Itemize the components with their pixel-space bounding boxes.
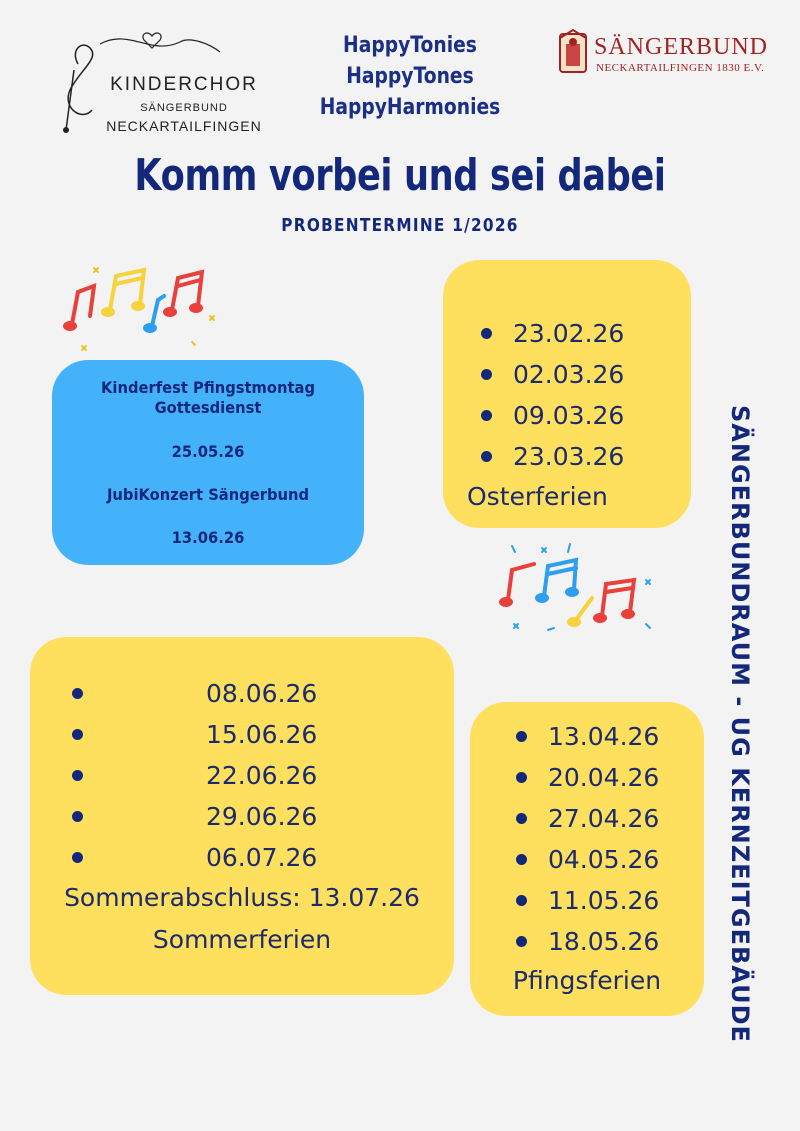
bullet-icon bbox=[481, 451, 492, 462]
dates-box-1 bbox=[443, 260, 691, 528]
kinderchor-title: KINDERCHOR bbox=[110, 74, 258, 95]
bullet-icon bbox=[72, 688, 83, 699]
holiday-label: Sommerferien bbox=[152, 925, 332, 954]
list-item bbox=[516, 757, 706, 798]
group-name: HappyHarmonies bbox=[319, 95, 501, 120]
date-text: 15.06.26 bbox=[206, 720, 318, 749]
date-text: 20.04.26 bbox=[548, 763, 660, 792]
date-text: 23.02.26 bbox=[513, 319, 625, 348]
list-item bbox=[72, 673, 442, 714]
event-date: 25.05.26 bbox=[171, 442, 245, 461]
date-text: 09.03.26 bbox=[513, 401, 625, 430]
saengerbund-subtitle: NECKARTAILFINGEN 1830 E.V. bbox=[596, 62, 765, 74]
bullet-icon bbox=[481, 369, 492, 380]
date-text: 22.06.26 bbox=[206, 761, 318, 790]
dates-box-3 bbox=[470, 702, 704, 1016]
date-text: 04.05.26 bbox=[548, 845, 660, 874]
dates-box-2 bbox=[30, 637, 454, 995]
choir-groups bbox=[308, 30, 512, 123]
bullet-icon bbox=[516, 813, 527, 824]
date-text: 13.04.26 bbox=[548, 722, 660, 751]
list-item bbox=[516, 880, 706, 921]
bullet-icon bbox=[516, 936, 527, 947]
date-text: 23.03.26 bbox=[513, 442, 625, 471]
page-subtitle: PROBENTERMINE 1/2026 bbox=[281, 215, 519, 236]
group-name: HappyTones bbox=[346, 64, 474, 89]
location-label bbox=[712, 405, 768, 1043]
music-notes-icon bbox=[496, 540, 666, 640]
holiday-label: Osterferien bbox=[467, 482, 608, 511]
saengerbund-name: SÄNGERBUND bbox=[594, 34, 769, 60]
event-name: JubiKonzert Sängerbund bbox=[106, 485, 310, 504]
event-name: Kinderfest Pfingstmontag bbox=[101, 378, 315, 397]
kinderchor-logo bbox=[40, 30, 262, 140]
music-notes-icon bbox=[60, 262, 230, 352]
date-text: 18.05.26 bbox=[548, 927, 660, 956]
holiday-label: Pfingsferien bbox=[512, 966, 662, 995]
list-item bbox=[516, 921, 706, 962]
list-item bbox=[72, 755, 442, 796]
list-item bbox=[516, 716, 706, 757]
list-item bbox=[481, 313, 681, 354]
list-item bbox=[72, 714, 442, 755]
bullet-icon bbox=[516, 895, 527, 906]
location-text: SÄNGERBUNDRAUM - UG KERNZEITGEBÄUDE bbox=[726, 405, 754, 1043]
bullet-icon bbox=[516, 854, 527, 865]
bullet-icon bbox=[72, 770, 83, 781]
bullet-icon bbox=[481, 328, 492, 339]
bullet-icon bbox=[72, 729, 83, 740]
events-box bbox=[52, 360, 364, 565]
event-name: Gottesdienst bbox=[154, 398, 262, 417]
bullet-icon bbox=[516, 772, 527, 783]
date-text: 29.06.26 bbox=[206, 802, 318, 831]
saengerbund-logo bbox=[556, 28, 769, 84]
list-item bbox=[72, 796, 442, 837]
page-title: Komm vorbei und sei dabei bbox=[134, 150, 666, 201]
kinderchor-location: NECKARTAILFINGEN bbox=[106, 118, 262, 134]
date-text: 08.06.26 bbox=[206, 679, 318, 708]
event-date: 13.06.26 bbox=[171, 528, 245, 547]
date-text: 02.03.26 bbox=[513, 360, 625, 389]
list-item bbox=[481, 354, 681, 395]
date-text: 27.04.26 bbox=[548, 804, 660, 833]
list-item bbox=[516, 798, 706, 839]
list-item bbox=[481, 436, 681, 477]
bullet-icon bbox=[72, 811, 83, 822]
bullet-icon bbox=[481, 410, 492, 421]
bullet-icon bbox=[72, 852, 83, 863]
group-name: HappyTonies bbox=[343, 33, 477, 58]
list-item bbox=[72, 837, 442, 878]
kinderchor-subtitle: SÄNGERBUND bbox=[140, 102, 228, 114]
list-item bbox=[516, 839, 706, 880]
bullet-icon bbox=[516, 731, 527, 742]
summer-closing: Sommerabschluss: 13.07.26 bbox=[64, 883, 420, 912]
date-text: 11.05.26 bbox=[548, 886, 660, 915]
crest-icon bbox=[556, 28, 590, 78]
date-text: 06.07.26 bbox=[206, 843, 318, 872]
list-item bbox=[481, 395, 681, 436]
